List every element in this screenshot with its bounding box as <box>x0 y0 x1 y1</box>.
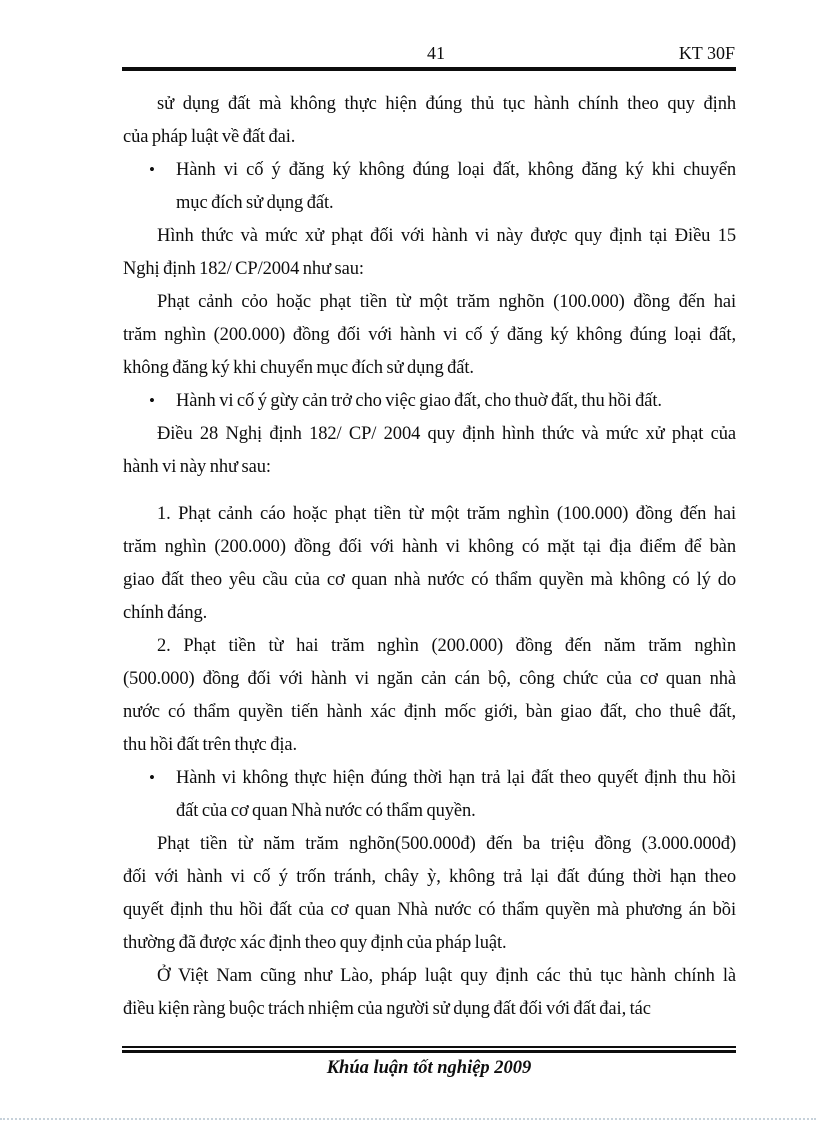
text-line: sử dụng đất mà không thực hiện đúng thủ tục hành chính theo quy định <box>157 94 736 114</box>
bullet-icon: • <box>149 768 155 787</box>
text-line: Ở Việt Nam cũng như Lào, pháp luật quy định các thủ tục hành chính là <box>157 966 736 986</box>
document-body <box>123 88 736 1026</box>
text-line: điều kiện ràng buộc trách nhiệm của người sử dụng đất đối với đất đai, tác <box>123 999 651 1019</box>
bullet-block <box>123 762 736 828</box>
text-line: trăm nghìn (200.000) đồng đối với hành vi cố ý đăng ký không đúng loại đất, <box>123 325 736 345</box>
paragraph-block <box>123 220 736 286</box>
text-line: Điều 28 Nghị định 182/ CP/ 2004 quy định hình thức và mức xử phạt của <box>157 424 736 444</box>
header-rule <box>122 67 736 71</box>
paragraph-block <box>123 88 736 154</box>
paragraph-block <box>123 498 736 630</box>
bottom-dotted-line <box>0 1118 816 1120</box>
text-line: Nghị định 182/ CP/2004 như sau: <box>123 259 364 279</box>
text-line: chính đáng. <box>123 603 208 623</box>
text-line: hành vi này như sau: <box>123 457 271 477</box>
paragraph-block <box>123 828 736 960</box>
footer-text: Khúa luận tốt nghiệp 2009 <box>326 1058 532 1078</box>
bullet-block <box>123 385 736 418</box>
text-line: của pháp luật về đất đai. <box>123 127 296 147</box>
text-line: đất của cơ quan Nhà nước có thẩm quyền. <box>176 801 476 821</box>
text-line: Hành vi cố ý gừy cản trở cho việc giao đất, cho thuờ đất, thu hồi đất. <box>176 391 662 411</box>
paragraph-block <box>123 630 736 762</box>
text-line: thường đã được xác định theo quy định của pháp luật. <box>123 933 507 953</box>
text-line: thu hồi đất trên thực địa. <box>123 735 298 755</box>
bullet-block <box>123 154 736 220</box>
footer-rule <box>122 1046 736 1053</box>
text-line: đối với hành vi cố ý trốn tránh, chây ỳ, không trả lại đất đúng thời hạn theo <box>123 867 736 887</box>
text-line: giao đất theo yêu cầu của cơ quan nhà nước có thẩm quyền mà không có lý do <box>123 570 736 590</box>
paragraph-block <box>123 286 736 385</box>
text-line: trăm nghìn (200.000) đồng đối với hành vi không có mặt tại địa điểm để bàn <box>123 537 736 557</box>
text-line: Hình thức và mức xử phạt đối với hành vi này được quy định tại Điều 15 <box>157 226 736 246</box>
paragraph-block <box>123 418 736 484</box>
text-line: nước có thẩm quyền tiến hành xác định mốc giới, bàn giao đất, cho thuê đất, <box>123 702 736 722</box>
paragraph-block <box>123 960 736 1026</box>
text-line: Phạt tiền từ năm trăm nghõn(500.000đ) đến ba triệu đồng (3.000.000đ) <box>157 834 736 854</box>
text-line: không đăng ký khi chuyển mục đích sử dụng đất. <box>123 358 474 378</box>
text-line: (500.000) đồng đối với hành vi ngăn cản cán bộ, công chức của cơ quan nhà <box>123 669 736 689</box>
text-line: quyết định thu hồi đất của cơ quan Nhà nước có thẩm quyền mà phương án bồi <box>123 900 736 920</box>
text-line: 1. Phạt cảnh cáo hoặc phạt tiền từ một trăm nghìn (100.000) đồng đến hai <box>157 504 736 524</box>
text-line: Phạt cảnh cỏo hoặc phạt tiền từ một trăm nghõn (100.000) đồng đến hai <box>157 292 736 312</box>
header-course-code: KT 30F <box>678 43 735 63</box>
text-line: Hành vi cố ý đăng ký không đúng loại đất, không đăng ký khi chuyển <box>176 160 736 180</box>
text-line: 2. Phạt tiền từ hai trăm nghìn (200.000) đồng đến năm trăm nghìn <box>157 636 736 656</box>
page-number: 41 <box>427 43 445 63</box>
bullet-icon: • <box>149 160 155 179</box>
text-line: Hành vi không thực hiện đúng thời hạn trả lại đất theo quyết định thu hồi <box>176 768 736 788</box>
text-line: mục đích sử dụng đất. <box>176 193 334 213</box>
bullet-icon: • <box>149 391 155 410</box>
